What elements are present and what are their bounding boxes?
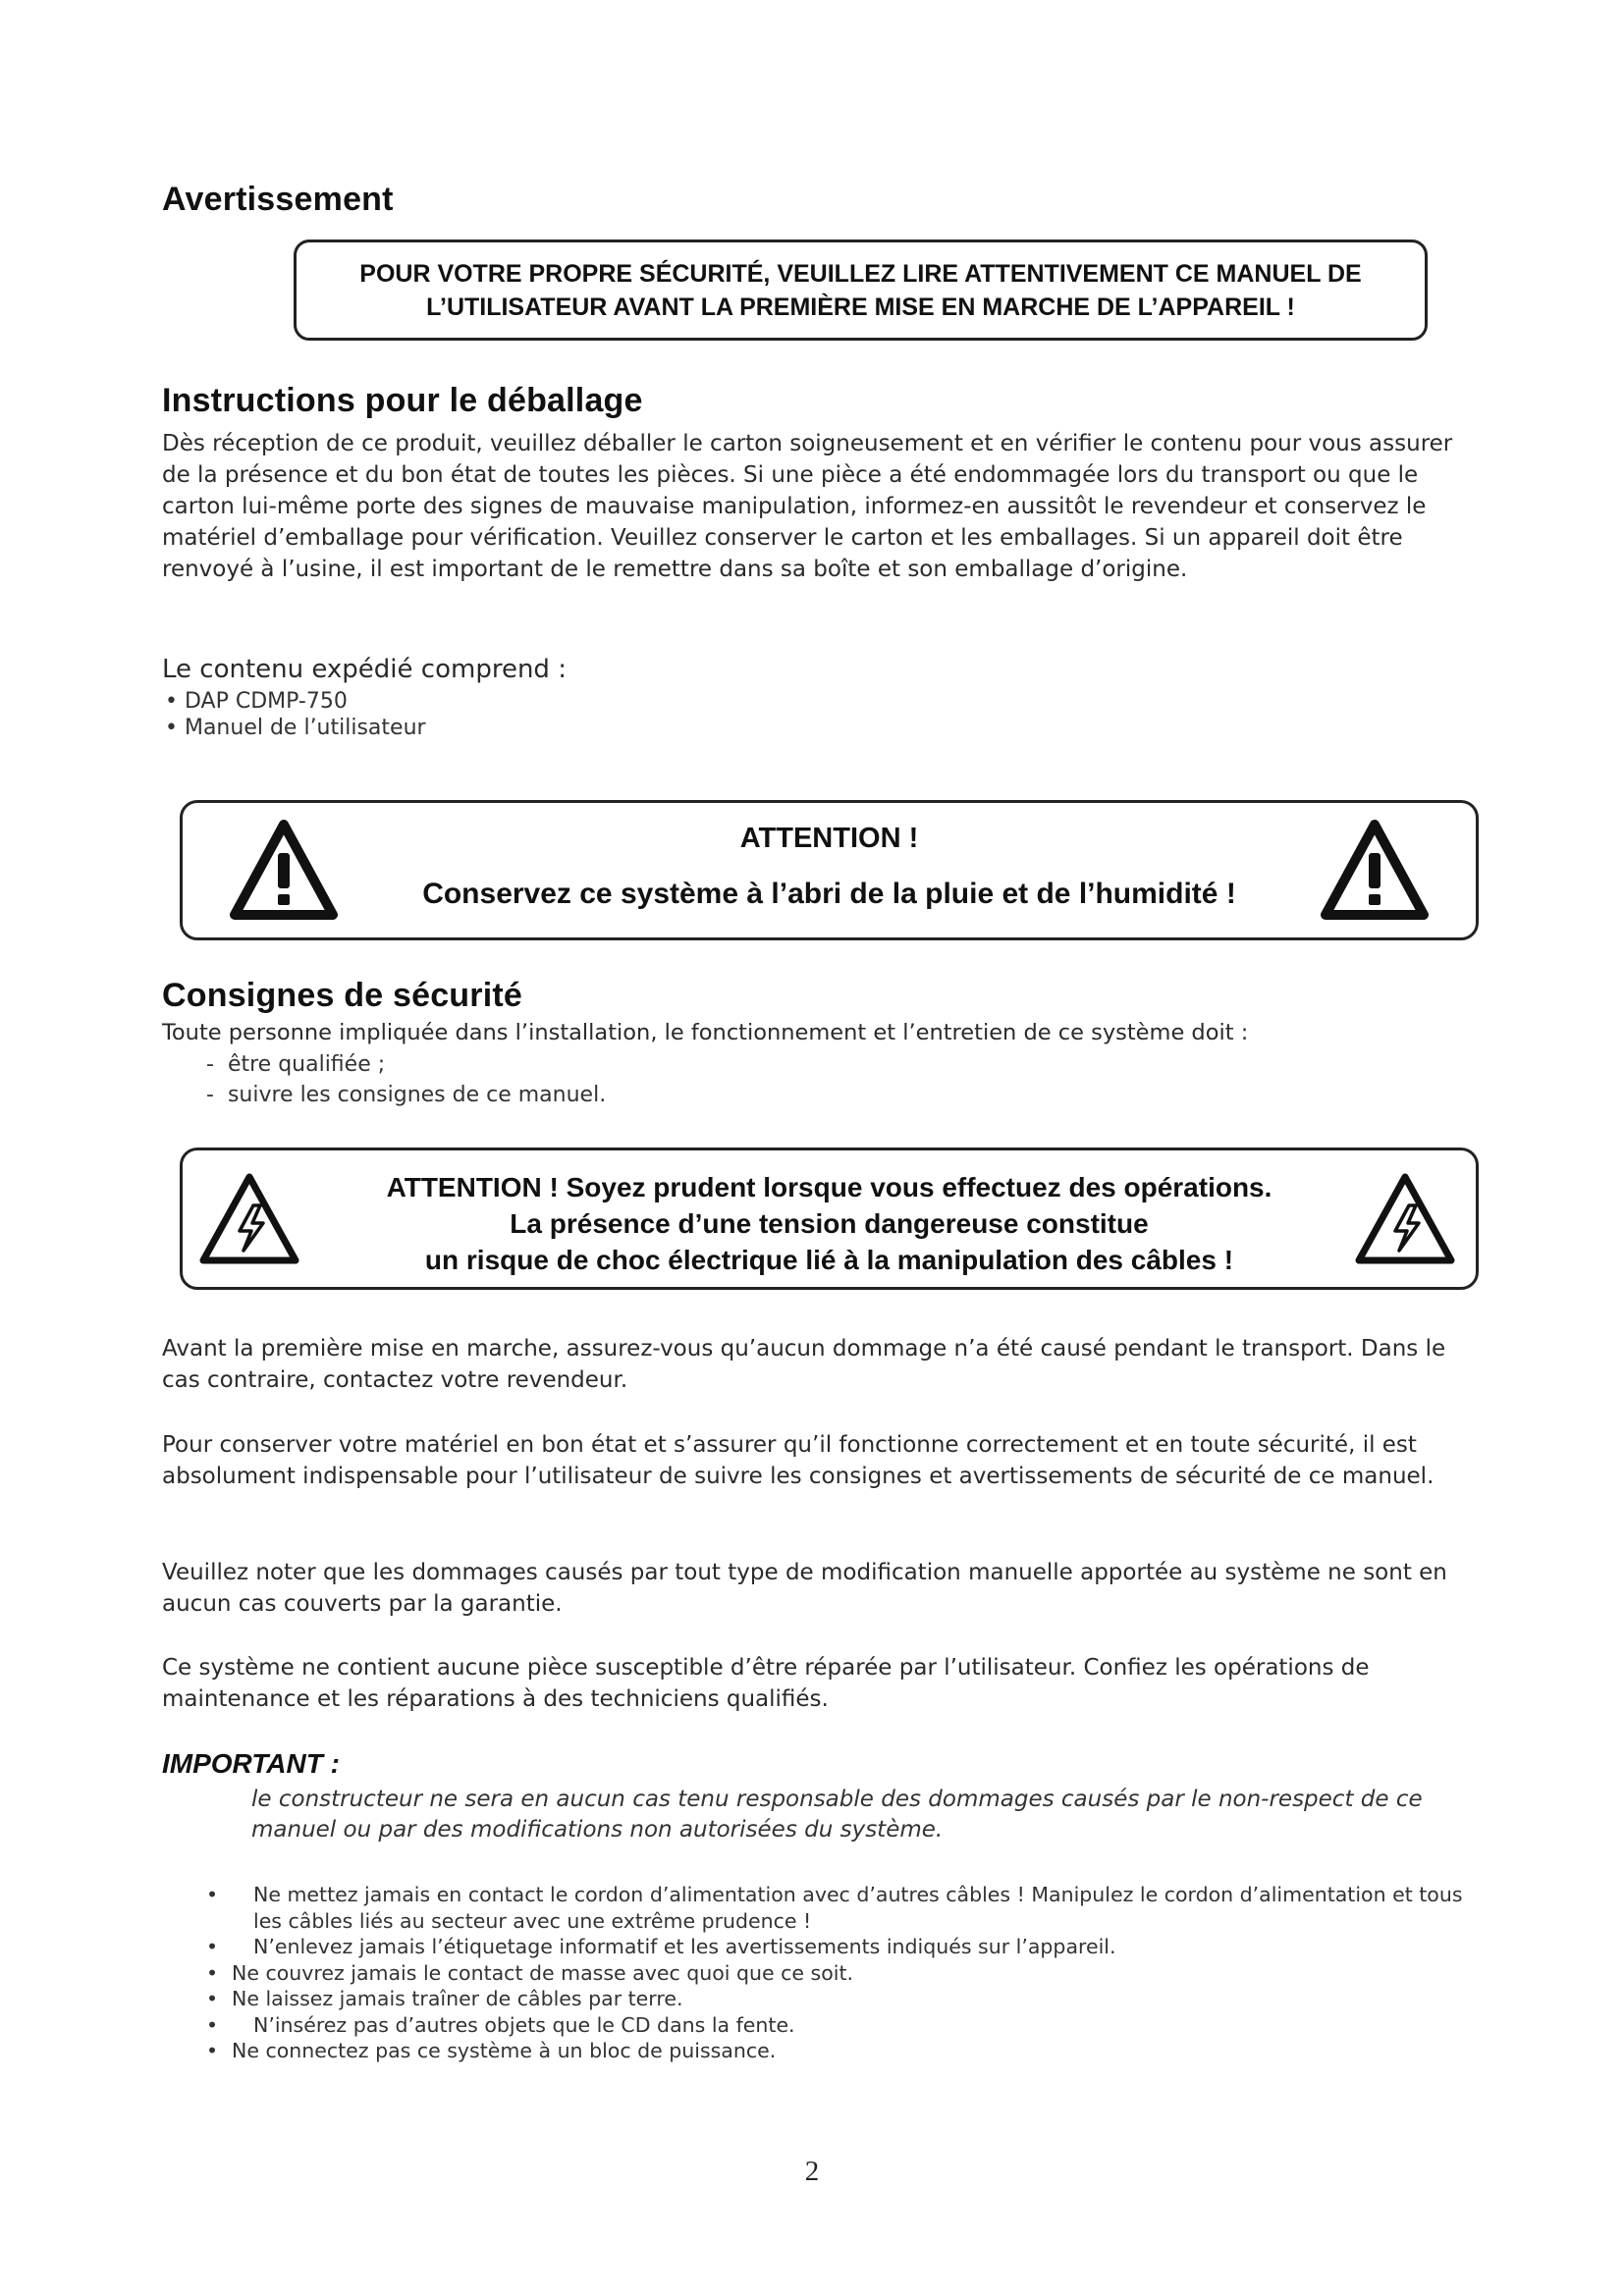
paragraph-service: Ce système ne contient aucune pièce susceptible d’être réparée par l’utilisateur. Confiez les opérations de maintenance et les réparations à des techniciens qualifiés. [162,1655,1370,1712]
list-item: • DAP CDMP-750 [165,689,348,714]
voltage-warning-line-1: ATTENTION ! Soyez prudent lorsque vous effectuez des opérations. [386,1172,1272,1202]
safety-intro: Toute personne impliquée dans l’installation, le fonctionnement et l’entretien de ce système doit : [162,1020,1249,1045]
safety-requirements [206,1049,606,1110]
attention-title: ATTENTION ! [739,823,919,854]
list-item: - être qualifiée ; [206,1049,606,1080]
high-voltage-icon [1354,1172,1456,1266]
attention-box-voltage [180,1148,1479,1290]
important-label: IMPORTANT : [162,1748,340,1779]
list-item: • Ne couvrez jamais le contact de masse avec quoi que ce soit. [206,1960,1483,1987]
safety-notice-line-2: L’UTILISATEUR AVANT LA PREMIÈRE MISE EN MARCHE DE L’APPAREIL ! [426,293,1295,321]
attention-moisture-text: Conservez ce système à l’abri de la pluie et de l’humidité ! [422,878,1236,910]
paragraph-maintenance: Pour conserver votre matériel en bon état et s’assurer qu’il fonctionne correctement et en toute sécurité, il est absolument indispensable pour l’utilisateur de suivre les consignes et avertissements de sécurité de ce manuel. [162,1432,1435,1489]
attention-box-moisture [180,800,1479,940]
list-item: • Ne connectez pas ce système à un bloc de puissance. [206,2038,1483,2064]
safety-rules-list [206,1882,1483,2064]
warning-triangle-icon [1320,819,1430,921]
list-item: • N’enlevez jamais l’étiquetage informatif et les avertissements indiqués sur l’appareil. [206,1934,1483,1960]
list-item: • Manuel de l’utilisateur [165,716,426,740]
page-number: 2 [804,2156,820,2187]
safety-notice-line-1: POUR VOTRE PROPRE SÉCURITÉ, VEUILLEZ LIRE ATTENTIVEMENT CE MANUEL DE [359,259,1362,288]
list-item: • Ne mettez jamais en contact le cordon d’alimentation avec d’autres câbles ! Manipulez le cordon d’alimentation et tous les câbles liés au secteur avec une extrême prudence ! [206,1882,1483,1934]
contents-intro: Le contenu expédié comprend : [162,655,567,684]
voltage-warning-line-3: un risque de choc électrique lié à la manipulation des câbles ! [424,1245,1234,1275]
voltage-warning-line-2: La présence d’une tension dangereuse constitue [510,1208,1149,1239]
list-item: - suivre les consignes de ce manuel. [206,1080,606,1110]
paragraph-first-use: Avant la première mise en marche, assurez-vous qu’aucun dommage n’a été causé pendant le transport. Dans le cas contraire, contactez votre revendeur. [162,1336,1446,1393]
list-item: • Ne laissez jamais traîner de câbles par terre. [206,1986,1483,2012]
important-text: le constructeur ne sera en aucun cas tenu responsable des dommages causés par le non-respect de ce manuel ou par des modifications non autorisées du système. [251,1787,1423,1842]
heading-safety: Consignes de sécurité [162,977,522,1014]
unpacking-paragraph: Dès réception de ce produit, veuillez déballer le carton soigneusement et en vérifier le contenu pour vous assurer de la présence et du bon état de toutes les pièces. Si une pièce a été endommagée lors du transport ou que le carton lui-même porte des signes de mauvaise manipulation, informez-en aussitôt le revendeur et conservez le matériel d’emballage pour vérification. Veuillez conserver le carton et les emballages. Si un appareil doit être renvoyé à l’usine, il est important de le remettre dans sa boîte et son emballage d’origine. [162,431,1453,582]
heading-unpacking: Instructions pour le déballage [162,382,643,419]
heading-avertissement: Avertissement [162,181,394,218]
contents-list [165,688,426,741]
safety-notice-box [294,240,1428,341]
paragraph-warranty: Veuillez noter que les dommages causés par tout type de modification manuelle apportée au système ne sont en aucun cas couverts par la garantie. [162,1560,1447,1617]
list-item: • N’insérez pas d’autres objets que le CD dans la fente. [206,2012,1483,2039]
